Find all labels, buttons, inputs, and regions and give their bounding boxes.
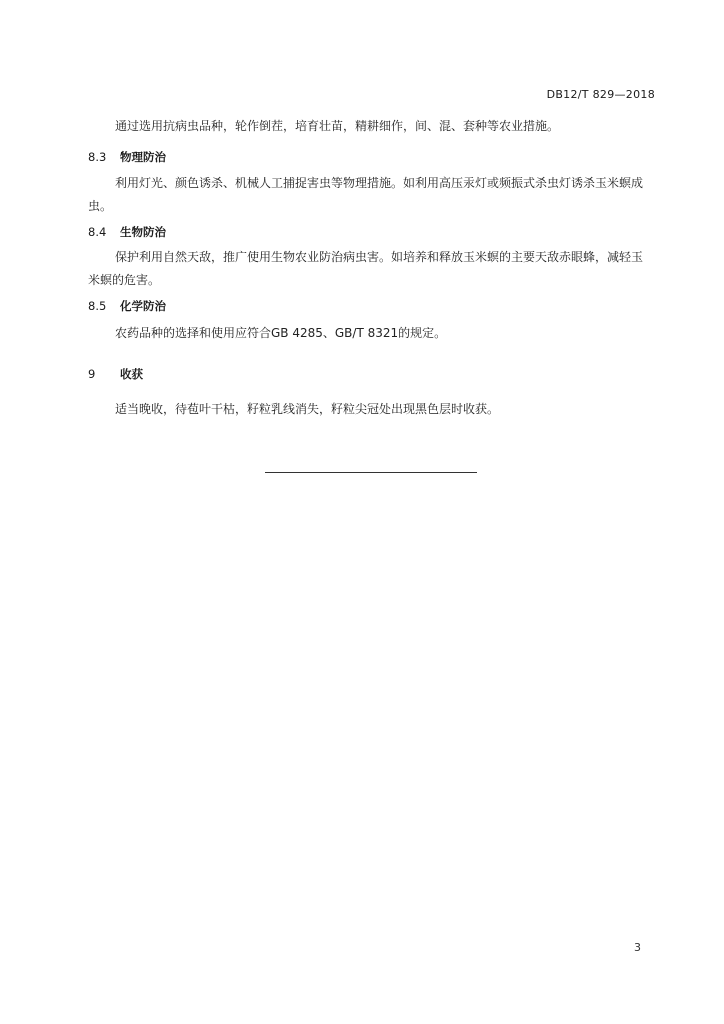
section-paragraph-8-5: 农药品种的选择和使用应符合GB 4285、GB/T 8321的规定。 [115, 326, 447, 340]
section-heading-8-5 [88, 298, 166, 314]
section-number: 9 [88, 367, 96, 381]
section-number: 8.4 [88, 225, 107, 239]
section-paragraph-8-3: 利用灯光、颜色诱杀、机械人工捕捉害虫等物理措施。如利用高压汞灯或频振式杀虫灯诱杀玉米螟成虫。 [88, 176, 644, 213]
section-title: 化学防治 [120, 299, 166, 313]
intro-paragraph: 通过选用抗病虫品种，轮作倒茬，培育壮苗，精耕细作，间、混、套种等农业措施。 [115, 119, 560, 133]
section-number: 8.3 [88, 150, 107, 164]
section-heading-8-3 [88, 149, 166, 165]
section-title: 收获 [120, 367, 143, 381]
page-number: 3 [634, 941, 641, 954]
section-title: 生物防治 [120, 225, 166, 239]
section-heading-9 [88, 366, 143, 382]
document-code: DB12/T 829—2018 [546, 88, 655, 101]
section-paragraph-9: 适当晚收，待苞叶干枯，籽粒乳线消失，籽粒尖冠处出现黑色层时收获。 [115, 402, 500, 416]
section-number: 8.5 [88, 299, 107, 313]
section-paragraph-8-4: 保护利用自然天敌，推广使用生物农业防治病虫害。如培养和释放玉米螟的主要天敌赤眼蜂，减轻玉米螟的危害。 [88, 250, 644, 287]
end-of-text-rule [265, 472, 477, 473]
section-heading-8-4 [88, 224, 166, 240]
section-title: 物理防治 [120, 150, 166, 164]
